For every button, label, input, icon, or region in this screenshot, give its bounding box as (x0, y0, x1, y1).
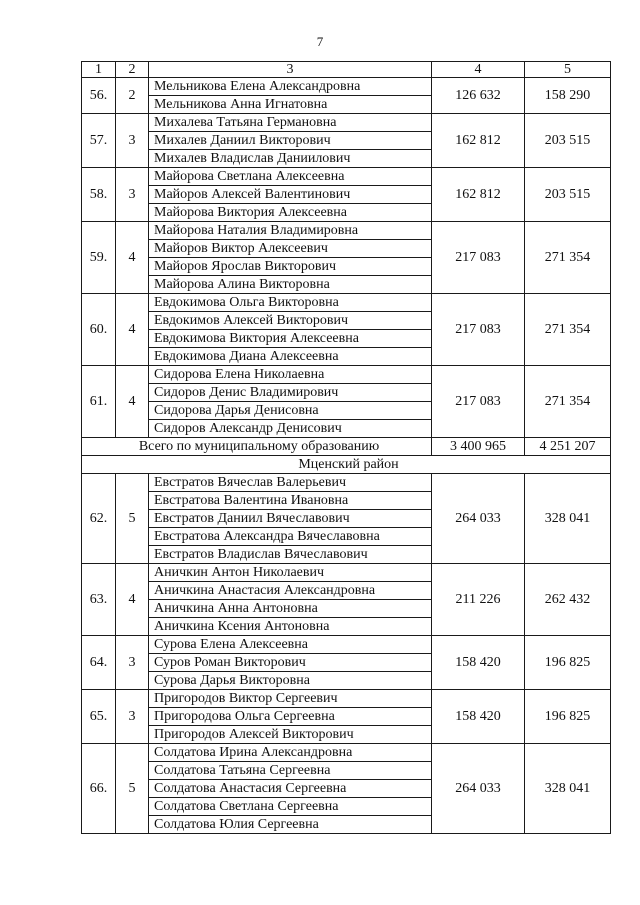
member-name: Солдатова Татьяна Сергеевна (149, 762, 432, 780)
member-name: Сурова Елена Алексеевна (149, 636, 432, 654)
total-label: Всего по муниципальному образованию (82, 438, 432, 456)
member-name: Солдатова Юлия Сергеевна (149, 816, 432, 834)
family-number: 58. (82, 168, 116, 222)
amount-col-4: 162 812 (432, 114, 525, 168)
amount-col-4: 211 226 (432, 564, 525, 636)
table-row (82, 564, 611, 582)
member-name: Евстратова Валентина Ивановна (149, 492, 432, 510)
member-name: Майорова Виктория Алексеевна (149, 204, 432, 222)
member-name: Михалева Татьяна Германовна (149, 114, 432, 132)
family-number: 56. (82, 78, 116, 114)
member-name: Евдокимова Виктория Алексеевна (149, 330, 432, 348)
member-name: Михалев Даниил Викторович (149, 132, 432, 150)
member-name: Аничкина Ксения Антоновна (149, 618, 432, 636)
total-row (82, 438, 611, 456)
families-table (81, 61, 611, 834)
family-number: 61. (82, 366, 116, 438)
family-member-count: 5 (116, 474, 149, 564)
table-row (82, 294, 611, 312)
family-member-count: 4 (116, 222, 149, 294)
amount-col-4: 162 812 (432, 168, 525, 222)
family-number: 62. (82, 474, 116, 564)
member-name: Сурова Дарья Викторовна (149, 672, 432, 690)
member-name: Аничкин Антон Николаевич (149, 564, 432, 582)
member-name: Майорова Наталия Владимировна (149, 222, 432, 240)
section-title: Мценский район (82, 456, 611, 474)
table-row (82, 222, 611, 240)
header-col-4: 4 (432, 62, 525, 78)
amount-col-4: 217 083 (432, 294, 525, 366)
amount-col-5: 271 354 (525, 294, 611, 366)
family-member-count: 4 (116, 564, 149, 636)
family-member-count: 3 (116, 636, 149, 690)
table-row (82, 744, 611, 762)
amount-col-5: 328 041 (525, 474, 611, 564)
table-body-lower (82, 474, 611, 834)
member-name: Пригородова Ольга Сергеевна (149, 708, 432, 726)
header-col-1: 1 (82, 62, 116, 78)
amount-col-5: 203 515 (525, 114, 611, 168)
amount-col-4: 264 033 (432, 744, 525, 834)
member-name: Солдатова Ирина Александровна (149, 744, 432, 762)
member-name: Евдокимова Диана Алексеевна (149, 348, 432, 366)
page-number: 7 (316, 34, 324, 49)
family-number: 57. (82, 114, 116, 168)
member-name: Майорова Алина Викторовна (149, 276, 432, 294)
member-name: Евстратов Вячеслав Валерьевич (149, 474, 432, 492)
member-name: Сидорова Елена Николаевна (149, 366, 432, 384)
member-name: Сидоров Александр Денисович (149, 420, 432, 438)
family-member-count: 3 (116, 114, 149, 168)
member-name: Майорова Светлана Алексеевна (149, 168, 432, 186)
member-name: Сидорова Дарья Денисовна (149, 402, 432, 420)
family-number: 59. (82, 222, 116, 294)
amount-col-4: 158 420 (432, 636, 525, 690)
amount-col-4: 217 083 (432, 366, 525, 438)
amount-col-5: 203 515 (525, 168, 611, 222)
header-col-2: 2 (116, 62, 149, 78)
member-name: Солдатова Анастасия Сергеевна (149, 780, 432, 798)
amount-col-5: 262 432 (525, 564, 611, 636)
table-row (82, 114, 611, 132)
header-col-3: 3 (149, 62, 432, 78)
table-row (82, 636, 611, 654)
amount-col-4: 217 083 (432, 222, 525, 294)
amount-col-5: 328 041 (525, 744, 611, 834)
amount-col-5: 196 825 (525, 690, 611, 744)
family-member-count: 3 (116, 690, 149, 744)
member-name: Сидоров Денис Владимирович (149, 384, 432, 402)
member-name: Аничкина Анна Антоновна (149, 600, 432, 618)
family-number: 60. (82, 294, 116, 366)
table-row (82, 168, 611, 186)
member-name: Евстратов Даниил Вячеславович (149, 510, 432, 528)
family-number: 64. (82, 636, 116, 690)
family-member-count: 4 (116, 294, 149, 366)
family-member-count: 3 (116, 168, 149, 222)
member-name: Суров Роман Викторович (149, 654, 432, 672)
total-amount-5: 4 251 207 (525, 438, 611, 456)
family-number: 65. (82, 690, 116, 744)
family-member-count: 5 (116, 744, 149, 834)
member-name: Солдатова Светлана Сергеевна (149, 798, 432, 816)
family-member-count: 4 (116, 366, 149, 438)
amount-col-4: 126 632 (432, 78, 525, 114)
member-name: Евдокимова Ольга Викторовна (149, 294, 432, 312)
member-name: Майоров Алексей Валентинович (149, 186, 432, 204)
member-name: Пригородов Алексей Викторович (149, 726, 432, 744)
member-name: Евдокимов Алексей Викторович (149, 312, 432, 330)
header-row (82, 62, 611, 78)
header-col-5: 5 (525, 62, 611, 78)
amount-col-5: 196 825 (525, 636, 611, 690)
amount-col-5: 271 354 (525, 222, 611, 294)
member-name: Майоров Ярослав Викторович (149, 258, 432, 276)
total-section (82, 438, 611, 474)
member-name: Пригородов Виктор Сергеевич (149, 690, 432, 708)
member-name: Мельникова Елена Александровна (149, 78, 432, 96)
table-row (82, 474, 611, 492)
amount-col-4: 264 033 (432, 474, 525, 564)
table-body-upper (82, 62, 611, 438)
table-row (82, 366, 611, 384)
section-title-row (82, 456, 611, 474)
table-row (82, 690, 611, 708)
total-amount-4: 3 400 965 (432, 438, 525, 456)
family-number: 63. (82, 564, 116, 636)
family-member-count: 2 (116, 78, 149, 114)
member-name: Майоров Виктор Алексеевич (149, 240, 432, 258)
member-name: Аничкина Анастасия Александровна (149, 582, 432, 600)
amount-col-5: 271 354 (525, 366, 611, 438)
member-name: Мельникова Анна Игнатовна (149, 96, 432, 114)
table-row (82, 78, 611, 96)
amount-col-4: 158 420 (432, 690, 525, 744)
member-name: Евстратова Александра Вячеславовна (149, 528, 432, 546)
family-number: 66. (82, 744, 116, 834)
member-name: Евстратов Владислав Вячеславович (149, 546, 432, 564)
member-name: Михалев Владислав Даниилович (149, 150, 432, 168)
amount-col-5: 158 290 (525, 78, 611, 114)
